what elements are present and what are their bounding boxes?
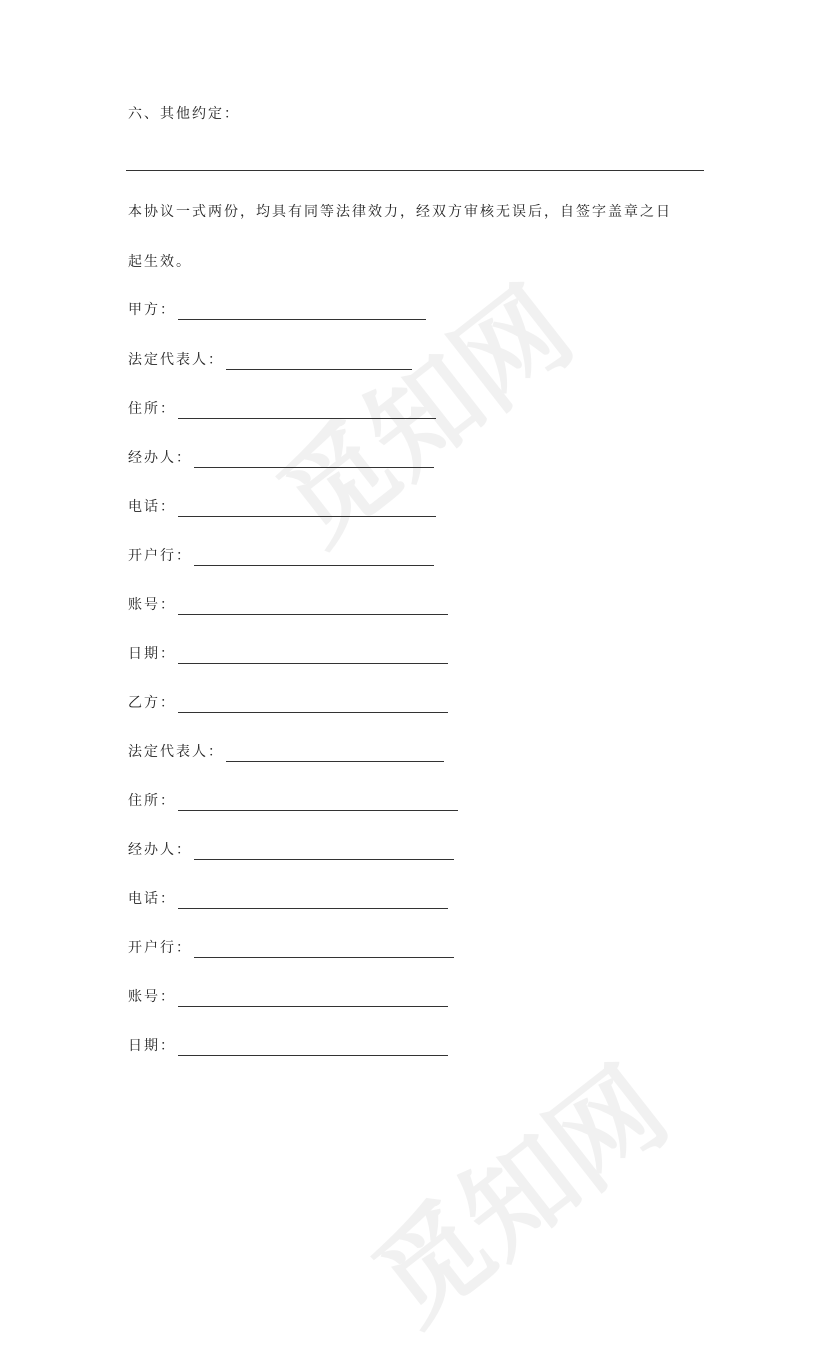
party-a-address-field [128,399,436,419]
party-a-address-label: 住所： [128,401,176,417]
party-b-phone-blank[interactable] [178,892,448,909]
party-a-legal-rep-field [128,350,412,370]
party-b-label: 乙方： [128,695,176,711]
party-b-address-blank[interactable] [178,794,458,811]
party-a-agent-blank[interactable] [194,451,434,468]
party-a-date-label: 日期： [128,646,176,662]
party-b-phone-field [128,889,448,909]
party-a-phone-label: 电话： [128,499,176,515]
party-b-address-label: 住所： [128,793,176,809]
party-a-account-field [128,595,448,615]
party-b-legal-rep-field [128,742,444,762]
party-a-address-blank[interactable] [178,402,436,419]
party-a-date-field [128,644,448,664]
party-a-account-label: 账号： [128,597,176,613]
party-b-legal-rep-label: 法定代表人： [128,744,224,760]
party-a-legal-rep-label: 法定代表人： [128,352,224,368]
party-b-date-field [128,1036,448,1056]
party-b-date-label: 日期： [128,1038,176,1054]
party-b-account-label: 账号： [128,989,176,1005]
party-a-bank-label: 开户行： [128,548,192,564]
party-b-address-field [128,791,458,811]
party-b-field [128,693,448,713]
section-heading: 六、其他约定： [128,106,240,122]
party-a-label: 甲方： [128,302,176,318]
party-b-account-blank[interactable] [178,990,448,1007]
party-a-account-blank[interactable] [178,598,448,615]
party-a-agent-field [128,448,434,468]
party-a-bank-field [128,546,434,566]
party-b-legal-rep-blank[interactable] [226,745,444,762]
watermark: 觅知网 [256,264,595,569]
party-b-phone-label: 电话： [128,891,176,907]
party-a-field [128,300,426,320]
party-b-agent-label: 经办人： [128,842,192,858]
party-b-agent-field [128,840,454,860]
party-a-phone-field [128,497,436,517]
party-a-phone-blank[interactable] [178,500,436,517]
agreement-paragraph-line-1: 本协议一式两份，均具有同等法律效力，经双方审核无误后，自签字盖章之日 [128,204,672,220]
party-b-blank[interactable] [178,696,448,713]
party-b-date-blank[interactable] [178,1039,448,1056]
watermark: 觅知网 [351,1044,690,1349]
party-a-date-blank[interactable] [178,647,448,664]
agreement-paragraph-line-2: 起生效。 [128,254,192,270]
party-a-agent-label: 经办人： [128,450,192,466]
party-b-bank-label: 开户行： [128,940,192,956]
party-a-bank-blank[interactable] [194,549,434,566]
party-a-blank[interactable] [178,303,426,320]
party-a-legal-rep-blank[interactable] [226,353,412,370]
party-b-bank-field [128,938,454,958]
fill-in-line[interactable] [126,170,704,171]
party-b-account-field [128,987,448,1007]
party-b-agent-blank[interactable] [194,843,454,860]
party-b-bank-blank[interactable] [194,941,454,958]
